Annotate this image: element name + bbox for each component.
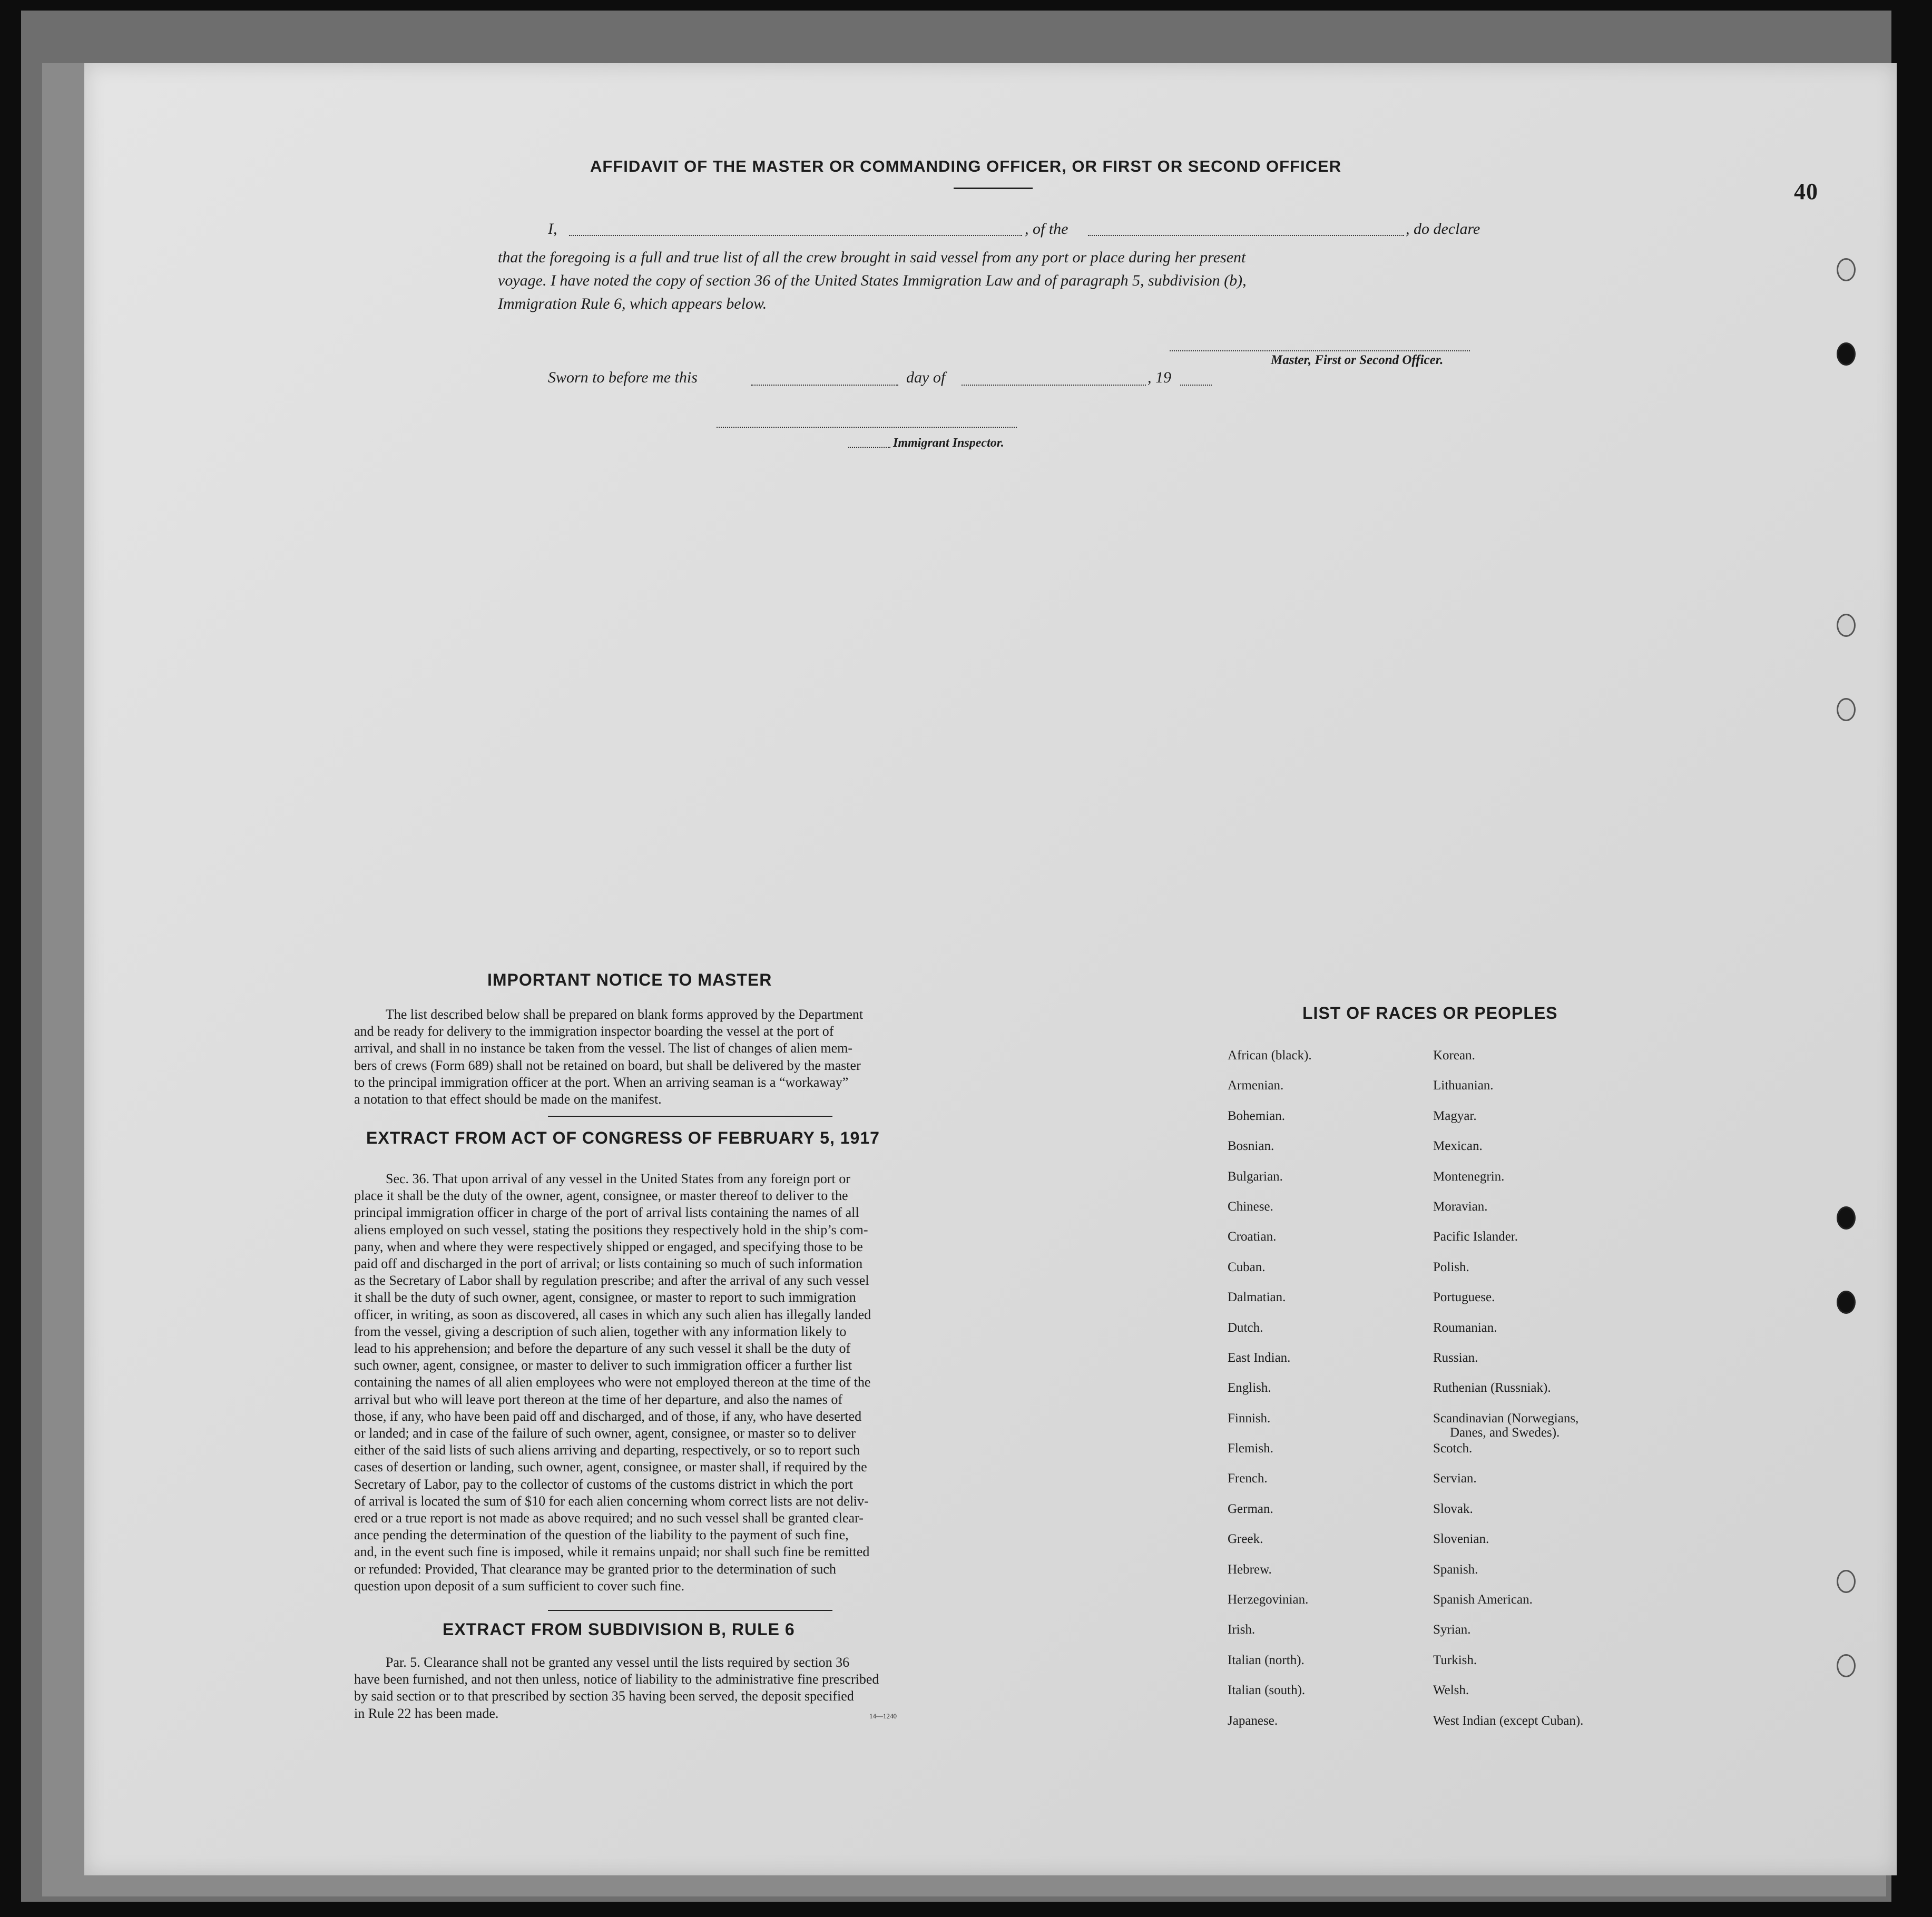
text-line: Sec. 36. That upon arrival of any vessel in the United States from any foreign port or — [386, 1171, 850, 1186]
year-prefix: , 19 — [1148, 369, 1171, 386]
text-line: those, if any, who have been paid off and discharged, and of those, if any, who have deserted — [354, 1408, 862, 1424]
binder-hole — [1837, 1654, 1856, 1677]
text-line: arrival but who will leave port thereon at the time of her departure, and also the names of — [354, 1391, 842, 1407]
section-rule — [548, 1610, 832, 1611]
text-line: cases of desertion or landing, such owner, agent, consignee, or master shall, if required by the — [354, 1459, 867, 1475]
text-line: officer, in writing, as soon as discovered, all cases in which any such alien has illegally landed — [354, 1306, 871, 1322]
list-item: Dutch. — [1228, 1320, 1263, 1335]
signature-label: Master, First or Second Officer. — [1271, 353, 1444, 367]
list-item: Dalmatian. — [1228, 1290, 1286, 1305]
list-item: Hebrew. — [1228, 1562, 1272, 1577]
list-item: Bosnian. — [1228, 1139, 1274, 1154]
list-item: African (black). — [1228, 1048, 1312, 1063]
list-item: Cuban. — [1228, 1260, 1266, 1274]
list-item: Russian. — [1433, 1350, 1478, 1365]
title-rule — [954, 188, 1033, 189]
affidavit-line-2: that the foregoing is a full and true list of all the crew brought in said vessel from any port or place during her present — [498, 249, 1246, 266]
list-item: Scotch. — [1433, 1441, 1473, 1456]
text-line: it shall be the duty of such owner, agent, consignee, or master to report to such immigration — [354, 1290, 856, 1305]
races-title: LIST OF RACES OR PEOPLES — [1302, 1004, 1558, 1023]
list-item: Korean. — [1433, 1048, 1475, 1063]
text-line: and be ready for delivery to the immigration inspector boarding the vessel at the port of — [354, 1024, 834, 1039]
list-item: Pacific Islander. — [1433, 1230, 1518, 1244]
list-item — [1433, 1411, 1583, 1441]
text-line: or refunded: Provided, That clearance may be granted prior to the determination of such — [354, 1561, 836, 1577]
list-item: Magyar. — [1433, 1108, 1477, 1123]
binder-hole — [1837, 698, 1856, 721]
sworn-before-label: Sworn to before me this — [548, 369, 698, 386]
text-line: question upon deposit of a sum sufficient to cover such fine. — [354, 1578, 685, 1594]
text-line: aliens employed on such vessel, stating the positions they respectively hold in the ship’s com- — [354, 1222, 868, 1237]
sworn-month-field[interactable] — [962, 385, 1146, 386]
text-line: The list described below shall be prepared on blank forms approved by the Department — [386, 1007, 864, 1022]
affidavit-line-3: voyage. I have noted the copy of section 36 of the United States Immigration Law and of paragraph 5, subdivision (b), — [498, 272, 1247, 289]
signature-line[interactable] — [1170, 350, 1470, 351]
text-line: ance pending the determination of the question of the liability to the payment of such fine, — [354, 1527, 849, 1543]
affidavit-declare: , do declare — [1406, 220, 1480, 238]
affidavit-title: AFFIDAVIT OF THE MASTER OR COMMANDING OFFICER, OR FIRST OR SECOND OFFICER — [590, 157, 1342, 175]
notice-title: IMPORTANT NOTICE TO MASTER — [487, 970, 772, 989]
text-line: have been furnished, and not then unless, notice of liability to the administrative fine prescribed — [354, 1672, 879, 1687]
list-item: Irish. — [1228, 1623, 1256, 1637]
affidavit-i: I, — [548, 220, 557, 238]
vessel-field[interactable] — [1088, 235, 1404, 236]
text-line: to the principal immigration officer at the port. When an arriving seaman is a “workaway” — [354, 1074, 849, 1090]
text-line: bers of crews (Form 689) shall not be retained on board, but shall be delivered by the master — [354, 1057, 861, 1073]
list-item: Slovak. — [1433, 1501, 1473, 1516]
form-page — [84, 63, 1897, 1875]
text-line: paid off and discharged in the port of arrival; or lists containing so much of such information — [354, 1256, 863, 1272]
list-item: Slovenian. — [1433, 1532, 1489, 1547]
inspector-label: Immigrant Inspector. — [893, 436, 1004, 450]
list-item: Flemish. — [1228, 1441, 1273, 1456]
races-column-1 — [1228, 1048, 1312, 1744]
rule-body — [354, 1654, 1028, 1722]
list-item: Ruthenian (Russniak). — [1433, 1381, 1551, 1395]
text-line: containing the names of all alien employees who were not employed thereon at the time of the — [354, 1374, 871, 1390]
text-line: place it shall be the duty of the owner, agent, consignee, or master thereof to deliver to the — [354, 1188, 848, 1204]
list-item: Welsh. — [1433, 1683, 1469, 1698]
name-field[interactable] — [569, 235, 1022, 236]
text-line: arrival, and shall in no instance be taken from the vessel. The list of changes of alien mem- — [354, 1040, 853, 1056]
text-line: by said section or to that prescribed by section 35 having been served, the deposit specified — [354, 1688, 854, 1704]
binder-hole — [1837, 342, 1856, 366]
text-line: Par. 5. Clearance shall not be granted any vessel until the lists required by section 36 — [386, 1655, 850, 1670]
affidavit-line-4: Immigration Rule 6, which appears below. — [498, 295, 767, 312]
list-item: Chinese. — [1228, 1199, 1273, 1214]
inspector-signature-line[interactable] — [717, 427, 1017, 428]
act-title: EXTRACT FROM ACT OF CONGRESS OF FEBRUARY 5, 1917 — [366, 1128, 880, 1147]
list-item: Italian (south). — [1228, 1683, 1306, 1698]
affidavit-of-the: , of the — [1025, 220, 1068, 238]
text-line: either of the said lists of such aliens arriving and departing, respectively, or so to report such — [354, 1442, 860, 1458]
text-line: as the Secretary of Labor shall by regulation prescribe; and after the arrival of any such vessel — [354, 1273, 869, 1289]
list-item: Moravian. — [1433, 1199, 1488, 1214]
list-item: Spanish. — [1433, 1562, 1478, 1577]
page-number: 40 — [1794, 179, 1818, 204]
list-item: Syrian. — [1433, 1623, 1471, 1637]
list-item-continuation: Danes, and Swedes). — [1450, 1425, 1560, 1440]
binder-hole — [1837, 614, 1856, 637]
list-item: English. — [1228, 1381, 1271, 1395]
list-item: Bulgarian. — [1228, 1169, 1283, 1184]
binder-hole — [1837, 1206, 1856, 1230]
sworn-year-field[interactable] — [1180, 385, 1212, 386]
act-body — [354, 1171, 1028, 1595]
form-number: 14—1240 — [869, 1712, 897, 1720]
list-item: Servian. — [1433, 1471, 1477, 1486]
text-line: of arrival is located the sum of $10 for each alien concerning whom correct lists are not deliv- — [354, 1493, 869, 1509]
text-line: such owner, agent, consignee, or master to deliver to such immigration officer a further list — [354, 1358, 852, 1373]
list-item: Bohemian. — [1228, 1108, 1286, 1123]
text-line: principal immigration officer in charge of the port of arrival lists containing the names of all — [354, 1205, 859, 1221]
list-item-line: Scandinavian (Norwegians, — [1433, 1411, 1579, 1426]
list-item: Greek. — [1228, 1532, 1263, 1547]
list-item: Portuguese. — [1433, 1290, 1495, 1305]
races-column-2 — [1433, 1048, 1583, 1744]
text-line: and, in the event such fine is imposed, while it remains unpaid; nor shall such fine be remitted — [354, 1544, 870, 1560]
text-line: in Rule 22 has been made. — [354, 1705, 499, 1721]
inspector-dot-lead — [848, 447, 890, 448]
text-line: from the vessel, giving a description of such alien, together with any information likely to — [354, 1323, 847, 1339]
sworn-day-field[interactable] — [751, 385, 898, 386]
list-item: Finnish. — [1228, 1411, 1271, 1426]
list-item: Japanese. — [1228, 1713, 1278, 1728]
section-rule — [548, 1116, 832, 1117]
day-of-label: day of — [906, 369, 946, 386]
list-item: Turkish. — [1433, 1653, 1477, 1667]
text-line: lead to his apprehension; and before the departure of any such vessel it shall be the duty of — [354, 1341, 851, 1356]
text-line: pany, when and where they were respectively shipped or engaged, and specifying those to be — [354, 1238, 863, 1254]
list-item: Spanish American. — [1433, 1592, 1533, 1607]
binder-hole — [1837, 258, 1856, 281]
list-item: Mexican. — [1433, 1139, 1483, 1154]
list-item: Roumanian. — [1433, 1320, 1497, 1335]
list-item: German. — [1228, 1501, 1273, 1516]
list-item: Lithuanian. — [1433, 1078, 1494, 1093]
list-item: Polish. — [1433, 1260, 1469, 1274]
list-item: French. — [1228, 1471, 1268, 1486]
text-line: Secretary of Labor, pay to the collector of customs of the customs district in which the port — [354, 1476, 853, 1492]
list-item: East Indian. — [1228, 1350, 1291, 1365]
binder-hole — [1837, 1291, 1856, 1314]
text-line: a notation to that effect should be made on the manifest. — [354, 1092, 662, 1107]
list-item: Armenian. — [1228, 1078, 1284, 1093]
text-line: or landed; and in case of the failure of such owner, agent, consignee, or master so to deliver — [354, 1426, 856, 1441]
notice-body — [354, 1006, 1028, 1108]
list-item: West Indian (except Cuban). — [1433, 1713, 1584, 1728]
list-item: Italian (north). — [1228, 1653, 1305, 1667]
list-item: Montenegrin. — [1433, 1169, 1505, 1184]
binder-hole — [1837, 1570, 1856, 1593]
text-line: ered or a true report is not made as above required; and no such vessel shall be granted clear- — [354, 1510, 864, 1526]
list-item: Herzegovinian. — [1228, 1592, 1309, 1607]
rule-title: EXTRACT FROM SUBDIVISION B, RULE 6 — [443, 1620, 795, 1639]
list-item: Croatian. — [1228, 1230, 1277, 1244]
